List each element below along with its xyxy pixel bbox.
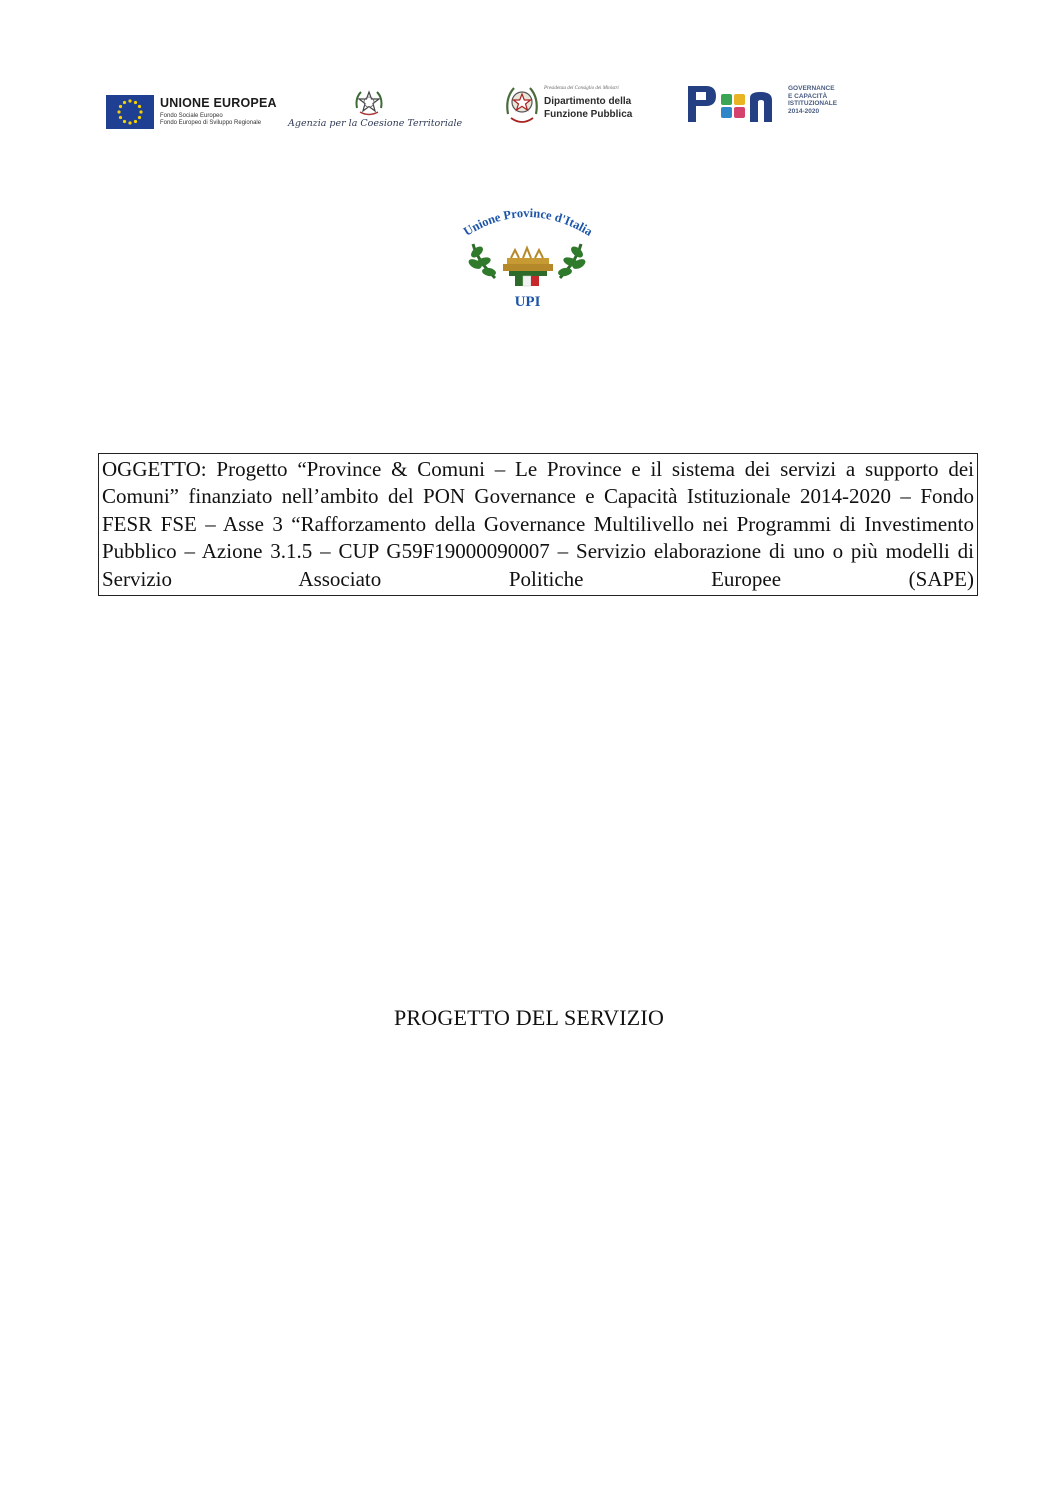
- dipartimento-funzione-pubblica-logo: [502, 82, 647, 130]
- eu-title: UNIONE EUROPEA: [160, 96, 277, 110]
- pon-line-1: GOVERNANCE: [788, 85, 835, 92]
- header-logos: [0, 0, 1058, 160]
- dipartimento-small-text: Presidenza del Consiglio dei Ministri: [544, 86, 619, 91]
- eu-logo: [106, 95, 296, 129]
- pon-line-2: E CAPACITÀ: [788, 92, 828, 100]
- pon-mark-icon: [686, 82, 784, 126]
- agenzia-text: Agenzia per la Coesione Territoriale: [288, 118, 463, 129]
- pon-text: [788, 85, 837, 115]
- italian-emblem-icon: [352, 88, 386, 118]
- italian-emblem-icon: [502, 82, 542, 128]
- upi-label: UPI: [514, 294, 541, 310]
- agenzia-coesione-logo: [288, 88, 463, 138]
- upi-emblem-icon: [455, 200, 600, 295]
- dipartimento-name-line-1: Dipartimento della: [544, 96, 632, 107]
- subject-box: OGGETTO: Progetto “Province & Comuni – Le Province e il sistema dei servizi a supporto dei Comuni” finanziato nell’ambito del PON Governance e Capacità Istituzionale 2014-2020 – Fondo FESR FSE – Asse 3 “Rafforzamento della Governance Multilivello nei Programmi di Investimento Pubblico – Azione 3.1.5 – CUP G59F19000090007 – Servizio elaborazione di uno o più modelli di Servizio Associato Politiche Europee (SAPE): [98, 453, 978, 596]
- upi-logo: [455, 200, 600, 315]
- eu-subtitle-1: Fondo Sociale Europeo: [160, 113, 223, 119]
- upi-arc-text: Unione Province d'Italia: [460, 205, 596, 239]
- pon-governance-logo: [686, 82, 866, 126]
- dipartimento-name-line-2: Funzione Pubblica: [544, 109, 633, 120]
- pon-line-3: ISTITUZIONALE: [788, 100, 838, 107]
- document-title: PROGETTO DEL SERVIZIO: [393, 1005, 665, 1030]
- eu-flag-icon: [106, 95, 154, 129]
- pon-line-4: 2014-2020: [788, 107, 820, 115]
- eu-subtitle-2: Fondo Europeo di Sviluppo Regionale: [160, 120, 262, 126]
